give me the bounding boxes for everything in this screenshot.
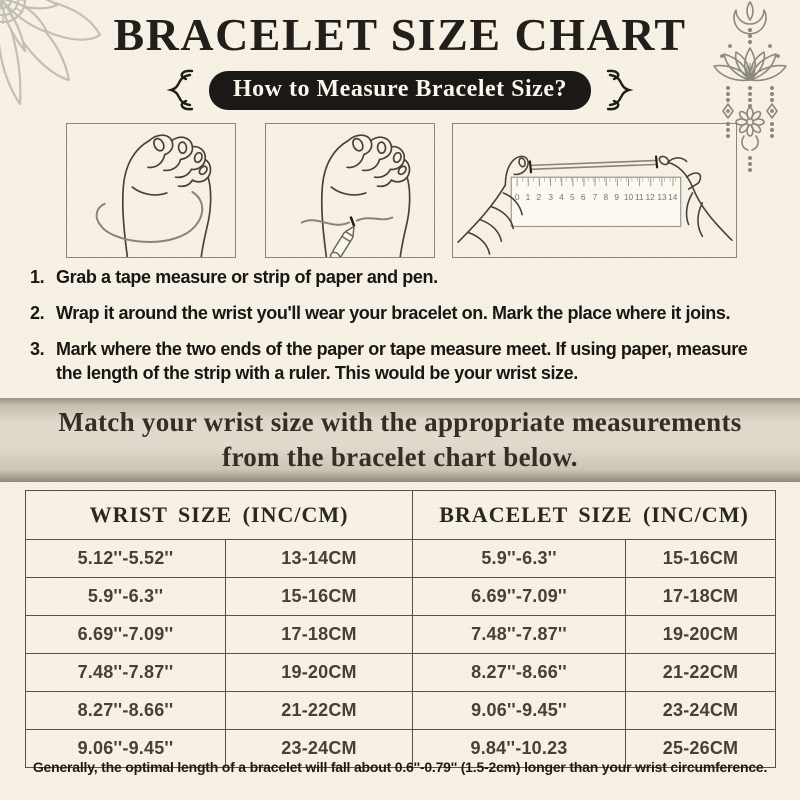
table-cell: 9.06''-9.45'' — [26, 730, 226, 768]
table-row — [26, 616, 776, 654]
instruction-number: 2. — [30, 303, 45, 323]
table-cell: 25-26CM — [626, 730, 776, 768]
footer-note: Generally, the optimal length of a bracelet will fall about 0.6''-0.79'' (1.5-2cm) longer than your wrist circumference. — [32, 759, 768, 775]
banner-line1: Match your wrist size with the appropriate measurements — [58, 407, 742, 437]
table-cell: 21-22CM — [626, 654, 776, 692]
table-cell: 17-18CM — [226, 616, 413, 654]
illustration-step3-ruler — [452, 123, 737, 258]
table-cell: 9.84''-10.23 — [413, 730, 626, 768]
table-row — [26, 692, 776, 730]
table-cell: 7.48''-7.87'' — [413, 616, 626, 654]
size-conversion-table — [25, 490, 776, 768]
ruler-number: 9 — [614, 191, 619, 202]
table-cell: 5.9''-6.3'' — [26, 578, 226, 616]
hand-wrap-string-icon — [67, 124, 235, 257]
table-cell: 15-16CM — [226, 578, 413, 616]
ruler-number: 4 — [559, 191, 564, 202]
table-cell: 23-24CM — [226, 730, 413, 768]
illustration-step1-wrap-wrist — [66, 123, 236, 258]
ruler-number: 12 — [645, 191, 655, 202]
table-cell: 8.27''-8.66'' — [413, 654, 626, 692]
instructions-list — [30, 265, 775, 397]
squiggle-left-icon — [162, 68, 196, 112]
ruler-number: 7 — [592, 191, 598, 202]
table-row — [26, 540, 776, 578]
ruler-number: 2 — [536, 191, 542, 202]
table-row — [26, 654, 776, 692]
table-cell: 7.48''-7.87'' — [26, 654, 226, 692]
instruction-text: Grab a tape measure or strip of paper and pen. — [56, 267, 438, 287]
hands-ruler-measure-icon — [453, 124, 736, 257]
instruction-item-3 — [30, 337, 775, 385]
bracelet-size-header: BRACELET SIZE (INC/CM) — [413, 491, 776, 540]
table-cell: 21-22CM — [226, 692, 413, 730]
match-size-banner — [0, 398, 800, 482]
squiggle-right-icon — [604, 68, 638, 112]
table-cell: 5.12''-5.52'' — [26, 540, 226, 578]
ruler-number: 13 — [657, 191, 667, 202]
wrist-size-header: WRIST SIZE (INC/CM) — [26, 491, 413, 540]
page-title: BRACELET SIZE CHART — [113, 9, 687, 60]
table-cell: 19-20CM — [626, 616, 776, 654]
measure-badge-row — [0, 68, 800, 112]
table-cell: 13-14CM — [226, 540, 413, 578]
ruler-number: 1 — [525, 191, 531, 202]
table-cell: 6.69''-7.09'' — [413, 578, 626, 616]
ruler-number: 0 — [514, 191, 520, 202]
table-cell: 8.27''-8.66'' — [26, 692, 226, 730]
instruction-text: Mark where the two ends of the paper or tape measure meet. If using paper, measure the length of the strip with a ruler. This would be your wrist size. — [56, 339, 748, 383]
table-cell: 17-18CM — [626, 578, 776, 616]
table-cell: 23-24CM — [626, 692, 776, 730]
hand-mark-pen-icon — [266, 124, 434, 257]
ruler-number: 6 — [580, 191, 586, 202]
ruler-number: 14 — [668, 191, 678, 202]
table-row — [26, 578, 776, 616]
table-cell: 9.06''-9.45'' — [413, 692, 626, 730]
instruction-text: Wrap it around the wrist you'll wear your bracelet on. Mark the place where it joins. — [56, 303, 731, 323]
table-cell: 5.9''-6.3'' — [413, 540, 626, 578]
ruler-number: 11 — [634, 191, 644, 202]
instruction-number: 1. — [30, 267, 45, 287]
instruction-number: 3. — [30, 339, 45, 359]
ruler-number: 8 — [603, 191, 609, 202]
table-header-row — [26, 491, 776, 540]
table-cell: 6.69''-7.09'' — [26, 616, 226, 654]
illustration-step2-mark-pen — [265, 123, 435, 258]
instruction-item-2 — [30, 301, 775, 325]
ruler-number: 5 — [570, 191, 575, 202]
ruler-number: 10 — [623, 191, 634, 202]
instruction-item-1 — [30, 265, 775, 289]
ruler-number: 3 — [548, 191, 553, 202]
measure-question-badge: How to Measure Bracelet Size? — [209, 71, 591, 110]
table-cell: 15-16CM — [626, 540, 776, 578]
table-cell: 19-20CM — [226, 654, 413, 692]
banner-line2: from the bracelet chart below. — [222, 442, 578, 472]
